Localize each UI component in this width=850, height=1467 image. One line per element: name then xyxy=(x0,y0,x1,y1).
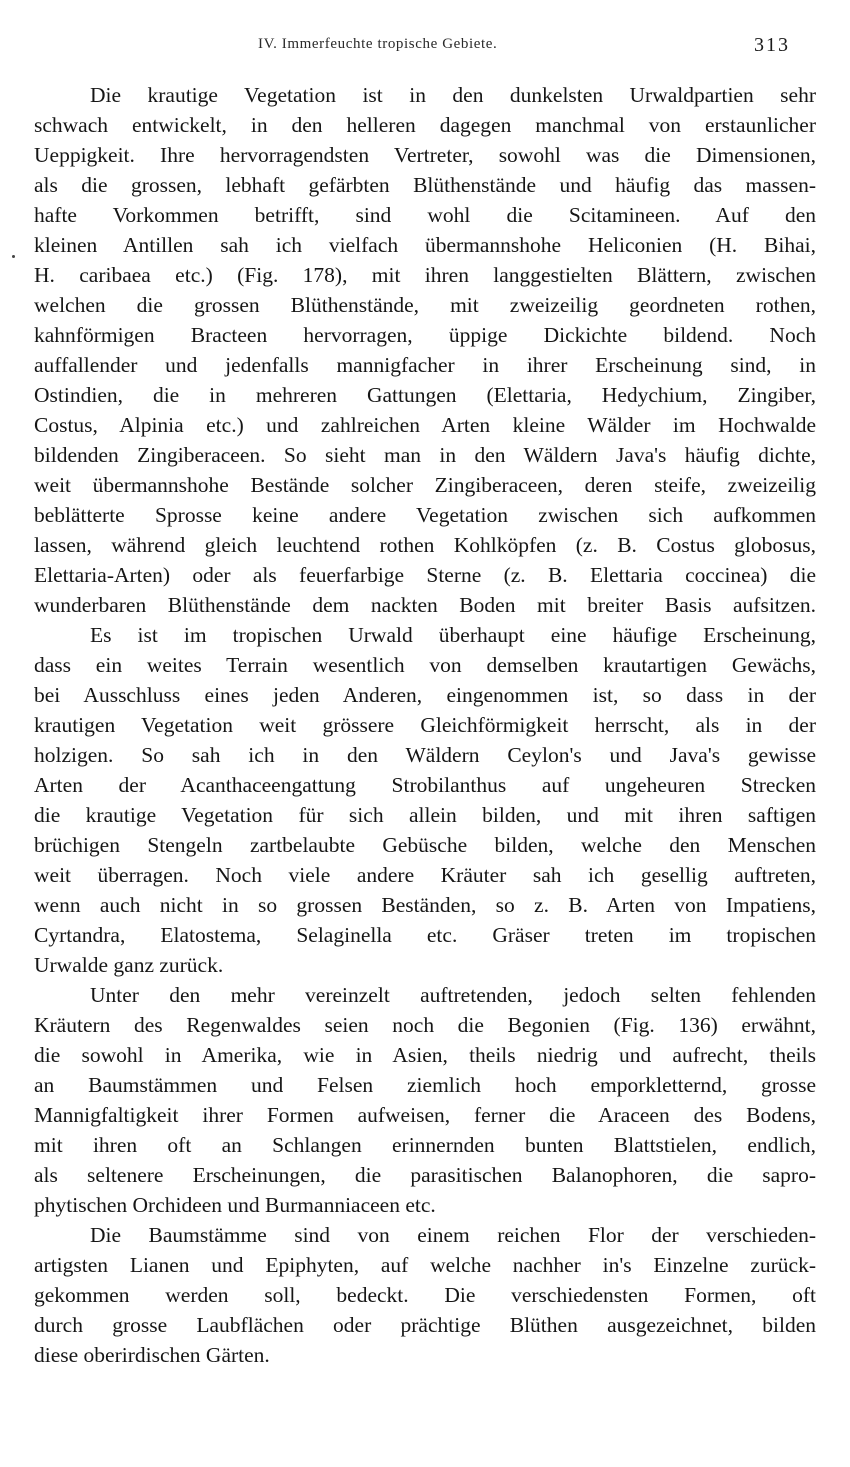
text-line: an Baumstämmen und Felsen ziemlich hoch emporkletternd, grosse xyxy=(34,1073,816,1097)
text-line: Die Baumstämme sind von einem reichen Flor der verschieden- xyxy=(90,1223,816,1247)
text-line: Es ist im tropischen Urwald überhaupt eine häufige Erscheinung, xyxy=(90,623,816,647)
text-line: Ostindien, die in mehreren Gattungen (Elettaria, Hedychium, Zingiber, xyxy=(34,383,816,407)
text-line: weit überragen. Noch viele andere Kräuter sah ich gesellig auftreten, xyxy=(34,863,816,887)
text-line: Mannigfaltigkeit ihrer Formen aufweisen, ferner die Araceen des Bodens, xyxy=(34,1103,816,1127)
text-line: als die grossen, lebhaft gefärbten Blüthenstände und häufig das massen- xyxy=(34,173,816,197)
text-line: brüchigen Stengeln zartbelaubte Gebüsche bilden, welche den Menschen xyxy=(34,833,816,857)
text-line: phytischen Orchideen und Burmanniaceen etc. xyxy=(34,1193,436,1217)
text-line: Urwalde ganz zurück. xyxy=(34,953,224,977)
text-line: diese oberirdischen Gärten. xyxy=(34,1343,270,1367)
text-line: mit ihren oft an Schlangen erinnernden bunten Blattstielen, endlich, xyxy=(34,1133,816,1157)
text-line: H. caribaea etc.) (Fig. 178), mit ihren langgestielten Blättern, zwischen xyxy=(34,263,816,287)
page-number: 313 xyxy=(754,34,790,56)
paragraph xyxy=(34,1220,816,1370)
running-title: IV. Immerfeuchte tropische Gebiete. xyxy=(258,36,498,52)
text-line: die krautige Vegetation für sich allein bilden, und mit ihren saftigen xyxy=(34,803,816,827)
text-line: gekommen werden soll, bedeckt. Die verschiedensten Formen, oft xyxy=(34,1283,816,1307)
body-text xyxy=(34,80,816,1370)
text-line: artigsten Lianen und Epiphyten, auf welche nachher in's Einzelne zurück- xyxy=(34,1253,816,1277)
text-line: beblätterte Sprosse keine andere Vegetation zwischen sich aufkommen xyxy=(34,503,816,527)
text-line: bildenden Zingiberaceen. So sieht man in den Wäldern Java's häufig dichte, xyxy=(34,443,816,467)
text-line: kahnförmigen Bracteen hervorragen, üppige Dickichte bildend. Noch xyxy=(34,323,816,347)
text-line: wunderbaren Blüthenstände dem nackten Boden mit breiter Basis aufsitzen. xyxy=(34,593,816,617)
text-line: auffallender und jedenfalls mannigfacher in ihrer Erscheinung sind, in xyxy=(34,353,816,377)
paragraph xyxy=(34,980,816,1220)
text-line: als seltenere Erscheinungen, die parasitischen Balanophoren, die sapro- xyxy=(34,1163,816,1187)
text-line: lassen, während gleich leuchtend rothen Kohlköpfen (z. B. Costus globosus, xyxy=(34,533,816,557)
text-line: holzigen. So sah ich in den Wäldern Ceylon's und Java's gewisse xyxy=(34,743,816,767)
text-line: weit übermannshohe Bestände solcher Zingiberaceen, deren steife, zweizeilig xyxy=(34,473,816,497)
text-line: krautigen Vegetation weit grössere Gleichförmigkeit herrscht, als in der xyxy=(34,713,816,737)
text-line: Elettaria-Arten) oder als feuerfarbige Sterne (z. B. Elettaria coccinea) die xyxy=(34,563,816,587)
text-line: Arten der Acanthaceengattung Strobilanthus auf ungeheuren Strecken xyxy=(34,773,816,797)
text-line: Costus, Alpinia etc.) und zahlreichen Arten kleine Wälder im Hochwalde xyxy=(34,413,816,437)
text-line: bei Ausschluss eines jeden Anderen, eingenommen ist, so dass in der xyxy=(34,683,816,707)
text-line: Unter den mehr vereinzelt auftretenden, jedoch selten fehlenden xyxy=(90,983,816,1007)
text-line: durch grosse Laubflächen oder prächtige Blüthen ausgezeichnet, bilden xyxy=(34,1313,816,1337)
running-head xyxy=(0,34,850,58)
paragraph xyxy=(34,620,816,980)
text-line: Die krautige Vegetation ist in den dunkelsten Urwaldpartien sehr xyxy=(90,83,816,107)
text-line: welchen die grossen Blüthenstände, mit zweizeilig geordneten rothen, xyxy=(34,293,816,317)
text-line: wenn auch nicht in so grossen Beständen, so z. B. Arten von Impatiens, xyxy=(34,893,816,917)
text-line: die sowohl in Amerika, wie in Asien, theils niedrig und aufrecht, theils xyxy=(34,1043,816,1067)
text-line: Ueppigkeit. Ihre hervorragendsten Vertreter, sowohl was die Dimensionen, xyxy=(34,143,816,167)
text-line: dass ein weites Terrain wesentlich von demselben krautartigen Gewächs, xyxy=(34,653,816,677)
text-line: Kräutern des Regenwaldes seien noch die Begonien (Fig. 136) erwähnt, xyxy=(34,1013,816,1037)
text-line: Cyrtandra, Elatostema, Selaginella etc. Gräser treten im tropischen xyxy=(34,923,816,947)
margin-mark xyxy=(12,255,15,258)
paragraph xyxy=(34,80,816,620)
text-line: schwach entwickelt, in den helleren dagegen manchmal von erstaunlicher xyxy=(34,113,816,137)
text-line: kleinen Antillen sah ich vielfach übermannshohe Heliconien (H. Bihai, xyxy=(34,233,816,257)
text-line: hafte Vorkommen betrifft, sind wohl die Scitamineen. Auf den xyxy=(34,203,816,227)
